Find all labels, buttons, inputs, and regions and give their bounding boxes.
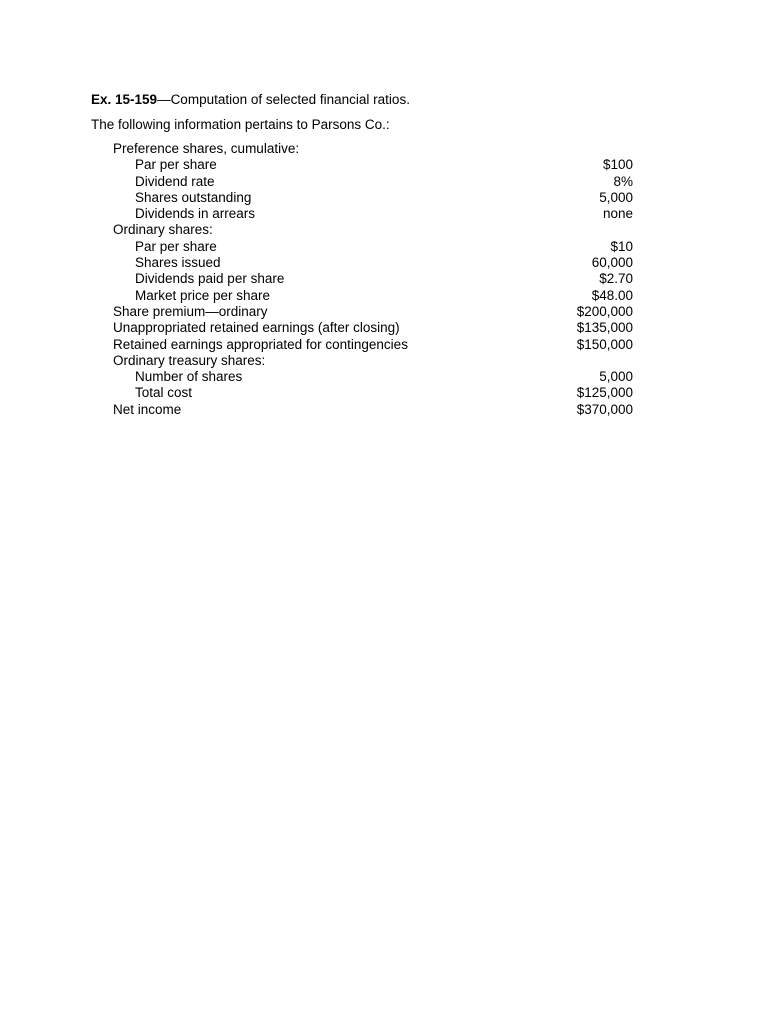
row-value: $10	[610, 238, 633, 254]
data-row	[113, 337, 633, 353]
data-row	[113, 271, 633, 287]
data-row	[113, 320, 633, 336]
row-label: Market price per share	[135, 287, 271, 303]
row-label: Ordinary treasury shares:	[113, 352, 266, 368]
row-value: 5,000	[599, 189, 633, 205]
row-value: $100	[602, 157, 633, 173]
data-row	[113, 288, 633, 304]
row-label: Shares outstanding	[135, 189, 252, 205]
data-row	[113, 222, 633, 238]
row-label: Number of shares	[135, 369, 243, 385]
row-label: Retained earnings appropriated for contingencies	[113, 336, 408, 352]
row-label: Total cost	[135, 385, 193, 401]
exercise-title: —Computation of selected financial ratios.	[157, 92, 410, 107]
data-row	[113, 239, 633, 255]
data-row	[113, 190, 633, 206]
data-row	[113, 255, 633, 271]
financial-data-list	[113, 141, 633, 418]
data-row	[113, 385, 633, 401]
row-value: 60,000	[591, 255, 633, 271]
row-label: Dividends paid per share	[135, 271, 285, 287]
row-label: Share premium—ordinary	[113, 303, 268, 319]
exercise-number: Ex. 15-159	[91, 92, 158, 107]
row-label: Net income	[113, 401, 182, 417]
row-label: Dividends in arrears	[135, 206, 256, 222]
data-row	[113, 304, 633, 320]
row-value: $150,000	[576, 336, 633, 352]
row-label: Ordinary shares:	[113, 222, 213, 238]
row-value: none	[602, 206, 633, 222]
row-value: $200,000	[576, 303, 633, 319]
data-row	[113, 141, 633, 157]
row-value: $370,000	[576, 401, 633, 417]
row-label: Preference shares, cumulative:	[113, 141, 300, 156]
row-value: $48.00	[591, 287, 633, 303]
data-row	[113, 174, 633, 190]
row-value: $125,000	[576, 385, 633, 401]
data-row	[113, 402, 633, 418]
row-label: Par per share	[135, 238, 217, 254]
row-label: Par per share	[135, 157, 217, 173]
data-row	[113, 206, 633, 222]
row-value: 5,000	[599, 369, 633, 385]
row-label: Dividend rate	[135, 173, 215, 189]
data-row	[113, 157, 633, 173]
row-value: $135,000	[576, 320, 633, 336]
exercise-heading	[91, 92, 410, 108]
row-label: Shares issued	[135, 255, 221, 271]
data-row	[113, 353, 633, 369]
row-value: $2.70	[599, 271, 633, 287]
row-value: 8%	[613, 173, 633, 189]
row-label: Unappropriated retained earnings (after closing)	[113, 320, 400, 336]
intro-text: The following information pertains to Parsons Co.:	[91, 117, 390, 132]
data-row	[113, 369, 633, 385]
